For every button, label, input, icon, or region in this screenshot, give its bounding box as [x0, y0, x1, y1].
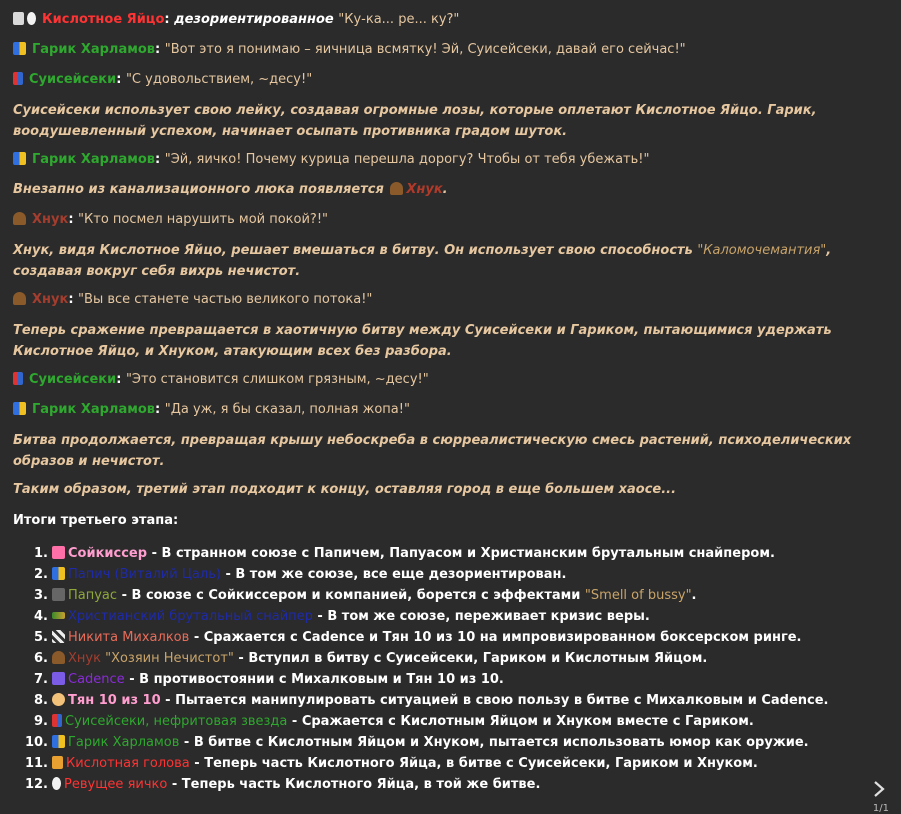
message [13, 40, 686, 60]
list-item [13, 732, 809, 753]
gorilla-icon [52, 588, 65, 601]
ability-name: "Каломочемантия" [697, 243, 827, 258]
message [13, 70, 312, 90]
item-number: 8. [34, 693, 48, 708]
theater-mask-icon [52, 735, 65, 748]
clapperboard-icon [52, 630, 65, 643]
message-text: "Вы все станете частью великого потока!" [78, 292, 373, 307]
character-name: Суисейсеки, нефритовая звезда [65, 714, 288, 729]
rooster-icon [13, 12, 24, 25]
character-name: Ревущее яичко [64, 777, 168, 792]
character-name: Гарик Харламов [68, 735, 180, 750]
list-item [13, 753, 758, 774]
separator: : [116, 72, 126, 87]
list-item [13, 690, 829, 711]
stage-direction: дезориентированное [174, 12, 339, 27]
message-text: "Эй, яичко! Почему курица перешла дорогу? Чтобы от тебя убежать!" [164, 152, 650, 167]
separator: : [155, 42, 165, 57]
list-item [13, 774, 540, 795]
list-item [13, 648, 707, 669]
speaker-name: Суисейсеки [29, 372, 117, 387]
separator: : [68, 292, 79, 307]
item-description: - Теперь часть Кислотного Яйца, в битве с Суисейсеки, Гариком и Хнуком. [189, 756, 758, 771]
narration [13, 240, 873, 282]
item-description: - В том же союзе, переживает кризис веры. [312, 609, 650, 624]
poop-icon [390, 182, 403, 195]
narration-text: Хнук, видя Кислотное Яйцо, решает вмешаться в битву. Он использует свою способность [13, 243, 698, 258]
character-name: Хнук [68, 651, 101, 666]
narration-text: , создавая вокруг себя вихрь нечистот. [13, 243, 832, 279]
summary-heading: Итоги третьего этапа: [13, 513, 179, 528]
character-name: Кислотная голова [66, 756, 190, 771]
list-item [13, 669, 504, 690]
egg-icon [52, 777, 61, 790]
item-description: - Пытается манипулировать ситуацией в свою пользу в битве с Михалковым и Cadence. [160, 693, 829, 708]
item-description: - В том же союзе, все еще дезориентирован. [220, 567, 567, 582]
separator: : [164, 12, 175, 27]
message [13, 370, 429, 390]
item-number: 10. [24, 735, 48, 750]
chevron-right-icon[interactable] [871, 780, 887, 798]
message [13, 150, 649, 170]
character-name: Сойкиссер [68, 546, 148, 561]
list-item [13, 564, 566, 585]
rooster-icon [52, 756, 63, 769]
item-description: - Вступил в битву с Суисейсеки, Гариком и Кислотным Яйцом. [233, 651, 708, 666]
character-name: Никита Михалков [68, 630, 190, 645]
narration [13, 180, 448, 200]
item-description: - В союзе с Сойкиссером и компанией, борется с эффектами [117, 588, 585, 603]
item-number: 1. [34, 546, 48, 561]
narration: Суисейсеки использует свою лейку, создавая огромные лозы, которые оплетают Кислотное Яйцо. Гарик, воодушевленный успехом, начинает осыпать противника градом шуток. [13, 103, 817, 139]
character-name: Тян 10 из 10 [68, 693, 161, 708]
message [13, 210, 328, 230]
message-text: "Да уж, я бы сказал, полная жопа!" [164, 402, 410, 417]
quote: "Smell of bussy" [584, 588, 692, 603]
speaker-name: Кислотное Яйцо [42, 12, 165, 27]
message-text: "Ку-ка... ре... ку?" [338, 12, 460, 27]
message [13, 290, 372, 310]
item-number: 7. [34, 672, 48, 687]
speaker-name: Суисейсеки [29, 72, 117, 87]
character-name: Папуас [68, 588, 118, 603]
item-number: 6. [34, 651, 48, 666]
message [13, 400, 410, 420]
dolls-icon [13, 372, 23, 385]
message-text: "Кто посмел нарушить мой покой?!" [78, 212, 329, 227]
separator: : [155, 152, 165, 167]
dolls-icon [52, 714, 62, 727]
dolls-icon [13, 72, 23, 85]
rifle-icon [52, 612, 65, 619]
speaker-name: Гарик Харламов [32, 402, 155, 417]
list-item [13, 606, 650, 627]
item-description: - В противостоянии с Михалковым и Тян 10 из 10. [124, 672, 504, 687]
message-text: "Вот это я понимаю – яичница всмятку! Эй, Суисейсеки, давай его сейчас!" [164, 42, 686, 57]
character-name: Христианский брутальный снайпер [68, 609, 313, 624]
item-tail: . [691, 588, 697, 603]
theater-mask-icon [13, 42, 26, 55]
message [13, 10, 459, 30]
item-description: - В битве с Кислотным Яйцом и Хнуком, пытается использовать юмор как оружие. [179, 735, 809, 750]
item-number: 4. [34, 609, 48, 624]
egg-icon [27, 12, 36, 25]
separator: : [68, 212, 79, 227]
music-note-icon [52, 672, 65, 685]
narration: Битва продолжается, превращая крышу небоскреба в сюрреалистическую смесь растений, психоделических образов и нечистот. [13, 433, 852, 469]
list-item [13, 543, 775, 564]
item-number: 2. [34, 567, 48, 582]
poop-icon [13, 212, 26, 225]
item-number: 12. [24, 777, 48, 792]
page-indicator: 1/1 [872, 803, 889, 814]
item-number: 11. [24, 756, 48, 771]
character-name: Хнук [406, 182, 443, 197]
list-item [13, 585, 697, 606]
separator: : [116, 372, 126, 387]
item-number: 9. [34, 714, 48, 729]
theater-mask-icon [13, 152, 26, 165]
speaker-name: Гарик Харламов [32, 42, 155, 57]
character-name: Cadence [68, 672, 125, 687]
item-description: - Теперь часть Кислотного Яйца, в той же битве. [167, 777, 541, 792]
speaker-name: Хнук [32, 292, 69, 307]
speaker-name: Гарик Харламов [32, 152, 155, 167]
poop-icon [52, 651, 65, 664]
separator: : [155, 402, 165, 417]
message-text: "С удовольствием, ~десу!" [125, 72, 313, 87]
item-description: - В странном союзе с Папичем, Папуасом и Христианским брутальным снайпером. [147, 546, 775, 561]
item-description: - Сражается с Cadence и Тян 10 из 10 на импровизированном боксерском ринге. [189, 630, 802, 645]
title: "Хозяин Нечистот" [100, 651, 234, 666]
poop-icon [13, 292, 26, 305]
narration-text: Внезапно из канализационного люка появляется [13, 182, 389, 197]
list-item [13, 627, 802, 648]
theater-mask-icon [13, 402, 26, 415]
character-name: Папич (Виталий Цаль) [68, 567, 221, 582]
narration: Таким образом, третий этап подходит к концу, оставляя город в еще большем хаосе... [13, 482, 677, 497]
narration: Теперь сражение превращается в хаотичную битву между Суисейсеки и Гариком, пытающимися удержать Кислотное Яйцо, и Хнуком, атакующим всех без разбора. [13, 323, 832, 359]
item-number: 3. [34, 588, 48, 603]
narration-text: . [442, 182, 448, 197]
list-item [13, 711, 754, 732]
item-description: - Сражается с Кислотным Яйцом и Хнуком вместе с Гариком. [287, 714, 754, 729]
speaker-name: Хнук [32, 212, 69, 227]
message-text: "Это становится слишком грязным, ~десу!" [125, 372, 429, 387]
girl-icon [52, 693, 65, 706]
theater-mask-icon [52, 567, 65, 580]
bow-icon [52, 546, 65, 559]
item-number: 5. [34, 630, 48, 645]
